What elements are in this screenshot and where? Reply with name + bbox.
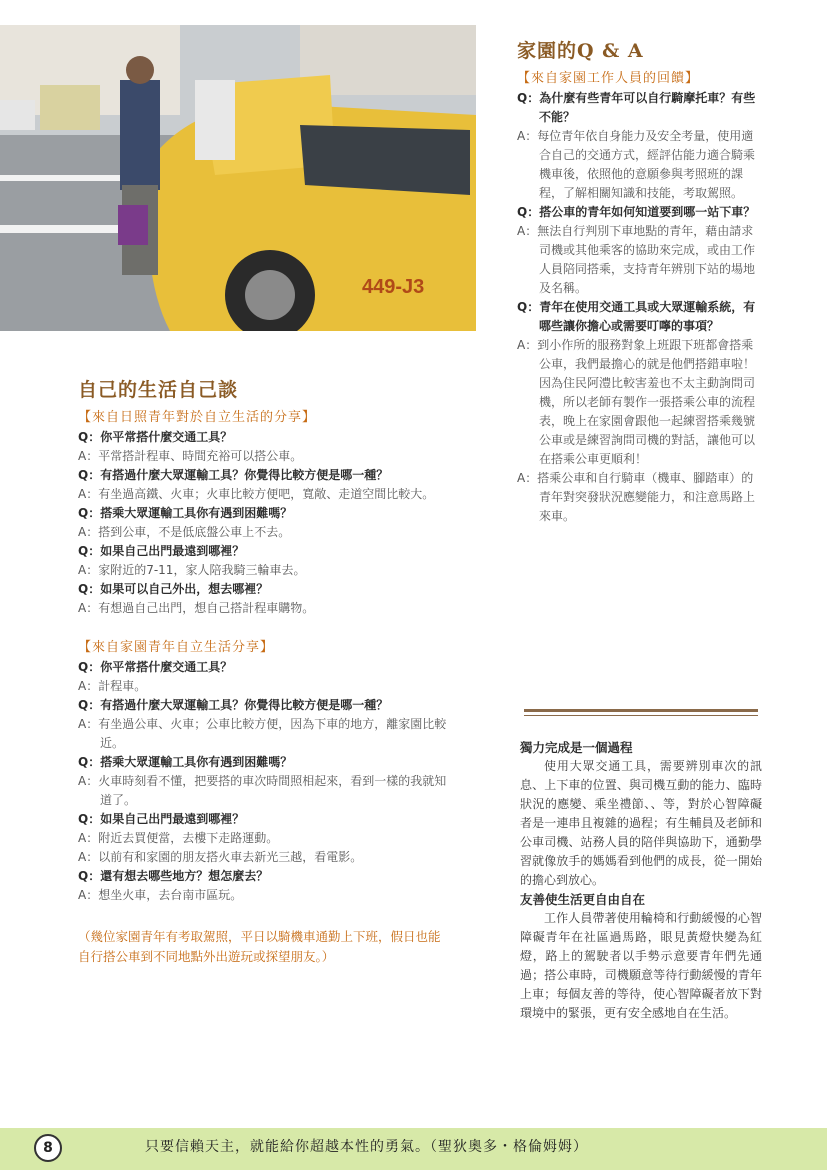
question: Q：你平常搭什麼交通工具？ — [78, 660, 233, 674]
question: Q：搭公車的青年如何知道要到哪一站下車？ — [517, 205, 756, 219]
right-column — [517, 36, 762, 526]
story-heading-1: 獨力完成是一個過程 — [520, 740, 633, 755]
license-note: （幾位家園青年有考取駕照，平日以騎機車通勤上下班，假日也能自行搭公車到不同地點外出遊玩或探望朋友。） — [78, 929, 441, 964]
answer: A：計程車。 — [78, 679, 147, 693]
question: Q：如果自己出門最遠到哪裡？ — [78, 544, 245, 558]
qa-list-staff — [517, 89, 762, 526]
answer: A：有坐過高鐵、火車；火車比較方便吧，寬敞、走道空間比較大。 — [78, 487, 435, 501]
question: Q：搭乘大眾運輸工具你有遇到困難嗎？ — [78, 506, 293, 520]
question: Q：如果可以自己外出，想去哪裡？ — [78, 582, 269, 596]
question: Q：你平常搭什麼交通工具？ — [78, 430, 233, 444]
answer: A：家附近的7-11，家人陪我騎三輪車去。 — [78, 563, 306, 577]
answer: A：火車時刻看不懂，把要搭的車次時間照相起來，看到一樣的我就知道了。 — [78, 774, 447, 807]
qa-list-1 — [78, 428, 450, 618]
answer: A：搭乘公車和自行騎車（機車、腳踏車）的青年對突發狀況應變能力，和注意馬路上來車。 — [517, 471, 756, 523]
answer: A：搭到公車，不是低底盤公車上不去。 — [78, 525, 291, 539]
footer-quote: 只要信賴天主，就能給你超越本性的勇氣。（聖狄奧多・格倫姆姆） — [145, 1139, 588, 1155]
answer: A：有想過自己出門，想自己搭計程車購物。 — [78, 601, 315, 615]
page-number: 8 — [34, 1134, 62, 1162]
section-divider — [524, 709, 758, 719]
qa-list-2 — [78, 658, 450, 905]
taxi-photo-illustration — [0, 25, 476, 331]
right-subtitle: 【來自家園工作人員的回饋】 — [517, 71, 700, 86]
answer: A：平常搭計程車、時間充裕可以搭公車。 — [78, 449, 303, 463]
answer: A：以前有和家園的朋友搭火車去新光三越，看電影。 — [78, 850, 363, 864]
right-section-title: 家園的Q & A — [517, 40, 644, 62]
story-paragraph-1: 使用大眾交通工具，需要辨別車次的訊息、上下車的位置、與司機互動的能力、臨時狀況的應變、乘坐禮節、、等，對於心智障礙者是一連串且複雜的過程；有生輔員及老師和公車司機、站務人員的陪伴與協助下，通勤學習就像放手的媽媽看到他們的成長，從一開始的擔心到放心。 — [520, 759, 762, 887]
answer: A：每位青年依自身能力及安全考量，使用適合自己的交通方式，經評估能力適合騎乘機車後，依照他的意願參與考照班的課程，了解相關知識和技能，考取駕照。 — [517, 129, 756, 200]
license-plate-text: 449-J3 — [362, 276, 425, 298]
story-heading-2: 友善使生活更自由自在 — [520, 892, 646, 907]
question: Q：搭乘大眾運輸工具你有遇到困難嗎？ — [78, 755, 293, 769]
answer: A：到小作所的服務對象上班跟下班都會搭乘公車，我們最擔心的就是他們搭錯車啦！因為住民阿澧比較害羞也不太主動詢問司機，所以老師有製作一張搭乘公車的流程表，晚上在家園會跟他一起練習搭乘幾號公車或是練習詢問司機的對話，讓他可以在搭乘公車更順利！ — [517, 338, 756, 466]
question: Q：有搭過什麼大眾運輸工具？你覺得比較方便是哪一種？ — [78, 698, 389, 712]
left-subtitle-2: 【來自家園青年自立生活分享】 — [78, 640, 275, 655]
answer: A：無法自行判別下車地點的青年，藉由請求司機或其他乘客的協助來完成，或由工作人員陪同搭乘，支持青年辨別下站的場地及名稱。 — [517, 224, 756, 295]
left-subtitle-1: 【來自日照青年對於自立生活的分享】 — [78, 410, 317, 425]
question: Q：為什麼有些青年可以自行騎摩托車？有些不能？ — [517, 91, 756, 124]
left-column — [78, 375, 450, 967]
question: Q：如果自己出門最遠到哪裡？ — [78, 812, 245, 826]
story-section — [520, 738, 762, 1023]
story-paragraph-2: 工作人員帶著使用輪椅和行動緩慢的心智障礙青年在社區過馬路，眼見黃燈快變為紅燈，路上的駕駛者以手勢示意要青年們先通過；搭公車時，司機願意等待行動緩慢的青年上車；每個友善的等待，使心智障礙者放下對環境中的緊張，更有安全感地自在生活。 — [520, 911, 762, 1020]
answer: A：想坐火車，去台南市區玩。 — [78, 888, 243, 902]
question: Q：青年在使用交通工具或大眾運輸系統，有哪些讓你擔心或需要叮嚀的事項？ — [517, 300, 756, 333]
answer: A：附近去買便當，去樓下走路運動。 — [78, 831, 279, 845]
taxi-photo — [0, 25, 476, 331]
question: Q：還有想去哪些地方？想怎麼去？ — [78, 869, 269, 883]
answer: A：有坐過公車、火車；公車比較方便，因為下車的地方，離家園比較近。 — [78, 717, 447, 750]
question: Q：有搭過什麼大眾運輸工具？你覺得比較方便是哪一種？ — [78, 468, 389, 482]
left-section-title: 自己的生活自己談 — [78, 379, 239, 401]
